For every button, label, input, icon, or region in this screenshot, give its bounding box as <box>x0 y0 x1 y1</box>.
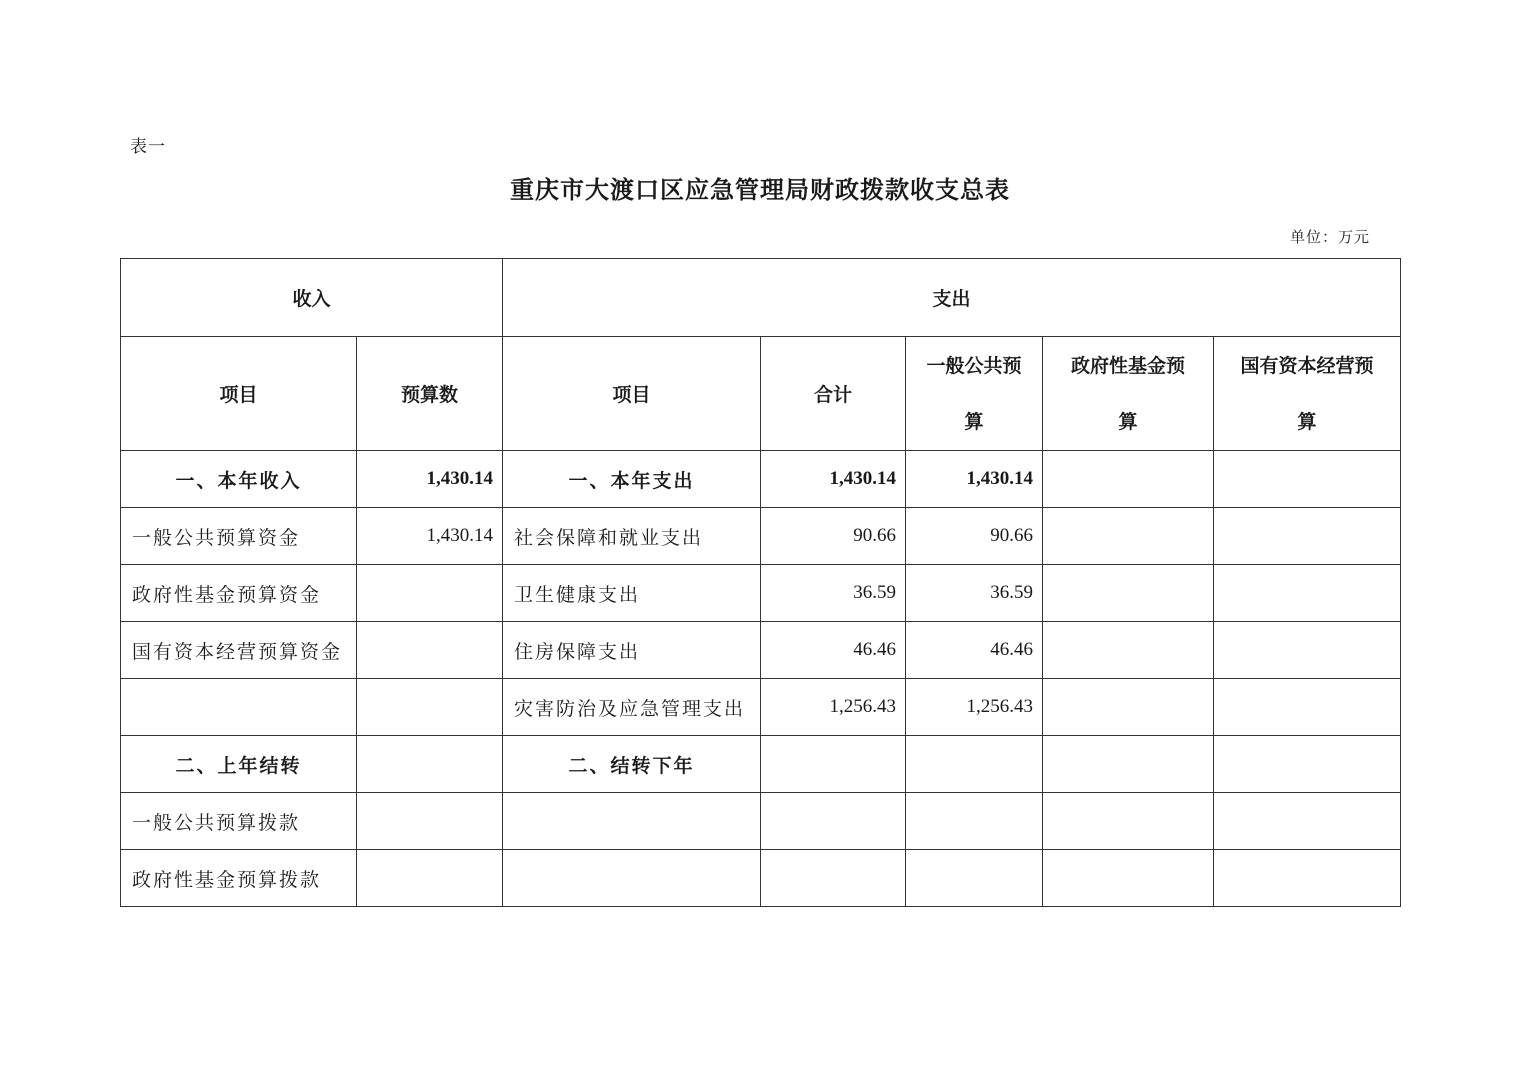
table-label: 表一 <box>130 137 166 157</box>
budget-summary-table <box>120 258 1401 907</box>
income-budget <box>357 793 503 850</box>
expense-item <box>503 850 761 907</box>
state-capital-budget-header-line2: 算 <box>1297 410 1317 433</box>
gov-fund-budget <box>1043 793 1214 850</box>
table-row <box>121 565 1401 622</box>
expense-total: 90.66 <box>761 508 906 565</box>
income-item: 国有资本经营预算资金 <box>121 622 357 679</box>
general-public-budget-header <box>906 337 1043 451</box>
gov-fund-budget <box>1043 451 1214 508</box>
state-capital-budget <box>1214 565 1401 622</box>
state-capital-budget <box>1214 679 1401 736</box>
general-public-budget: 90.66 <box>906 508 1043 565</box>
income-item: 二、上年结转 <box>121 736 357 793</box>
table-row <box>121 736 1401 793</box>
state-capital-budget-header-line1: 国有资本经营预 <box>1240 354 1374 377</box>
expense-total <box>761 850 906 907</box>
general-public-budget <box>906 736 1043 793</box>
expense-item: 住房保障支出 <box>503 622 761 679</box>
table-row <box>121 850 1401 907</box>
unit-note: 单位：万元 <box>1290 228 1371 246</box>
general-public-budget: 36.59 <box>906 565 1043 622</box>
general-public-budget: 1,256.43 <box>906 679 1043 736</box>
income-budget: 1,430.14 <box>357 451 503 508</box>
gov-fund-budget-header <box>1043 337 1214 451</box>
general-public-budget-header-line1: 一般公共预 <box>926 354 1022 377</box>
expense-item: 一、本年支出 <box>503 451 761 508</box>
general-public-budget <box>906 850 1043 907</box>
income-budget: 1,430.14 <box>357 508 503 565</box>
income-section-header: 收入 <box>121 259 503 337</box>
gov-fund-budget <box>1043 508 1214 565</box>
expense-total: 1,430.14 <box>761 451 906 508</box>
state-capital-budget <box>1214 451 1401 508</box>
page-title: 重庆市大渡口区应急管理局财政拨款收支总表 <box>510 175 1010 204</box>
state-capital-budget <box>1214 622 1401 679</box>
expense-total <box>761 793 906 850</box>
gov-fund-budget-header-line2: 算 <box>1118 410 1138 433</box>
table-row <box>121 451 1401 508</box>
general-public-budget: 46.46 <box>906 622 1043 679</box>
expense-total: 1,256.43 <box>761 679 906 736</box>
income-item: 政府性基金预算拨款 <box>121 850 357 907</box>
expense-section-header: 支出 <box>503 259 1401 337</box>
income-item <box>121 679 357 736</box>
total-header: 合计 <box>761 337 906 451</box>
gov-fund-budget <box>1043 850 1214 907</box>
table-row <box>121 508 1401 565</box>
income-budget-header: 预算数 <box>357 337 503 451</box>
table-row <box>121 622 1401 679</box>
income-item: 一般公共预算拨款 <box>121 793 357 850</box>
gov-fund-budget-header-line1: 政府性基金预 <box>1071 354 1186 377</box>
income-item-header: 项目 <box>121 337 357 451</box>
income-budget <box>357 679 503 736</box>
income-item: 一、本年收入 <box>121 451 357 508</box>
expense-total <box>761 736 906 793</box>
income-item: 政府性基金预算资金 <box>121 565 357 622</box>
expense-total: 46.46 <box>761 622 906 679</box>
state-capital-budget <box>1214 850 1401 907</box>
column-header-row <box>121 337 1401 451</box>
section-header-row <box>121 259 1401 337</box>
table-row <box>121 679 1401 736</box>
expense-item: 二、结转下年 <box>503 736 761 793</box>
general-public-budget-header-line2: 算 <box>964 410 984 433</box>
general-public-budget <box>906 793 1043 850</box>
state-capital-budget <box>1214 508 1401 565</box>
gov-fund-budget <box>1043 679 1214 736</box>
income-item: 一般公共预算资金 <box>121 508 357 565</box>
state-capital-budget-header <box>1214 337 1401 451</box>
state-capital-budget <box>1214 793 1401 850</box>
income-budget <box>357 565 503 622</box>
gov-fund-budget <box>1043 565 1214 622</box>
expense-item: 卫生健康支出 <box>503 565 761 622</box>
expense-total: 36.59 <box>761 565 906 622</box>
table-row <box>121 793 1401 850</box>
gov-fund-budget <box>1043 736 1214 793</box>
expense-item: 灾害防治及应急管理支出 <box>503 679 761 736</box>
income-budget <box>357 622 503 679</box>
expense-item <box>503 793 761 850</box>
state-capital-budget <box>1214 736 1401 793</box>
expense-item: 社会保障和就业支出 <box>503 508 761 565</box>
gov-fund-budget <box>1043 622 1214 679</box>
expense-item-header: 项目 <box>503 337 761 451</box>
income-budget <box>357 850 503 907</box>
general-public-budget: 1,430.14 <box>906 451 1043 508</box>
income-budget <box>357 736 503 793</box>
